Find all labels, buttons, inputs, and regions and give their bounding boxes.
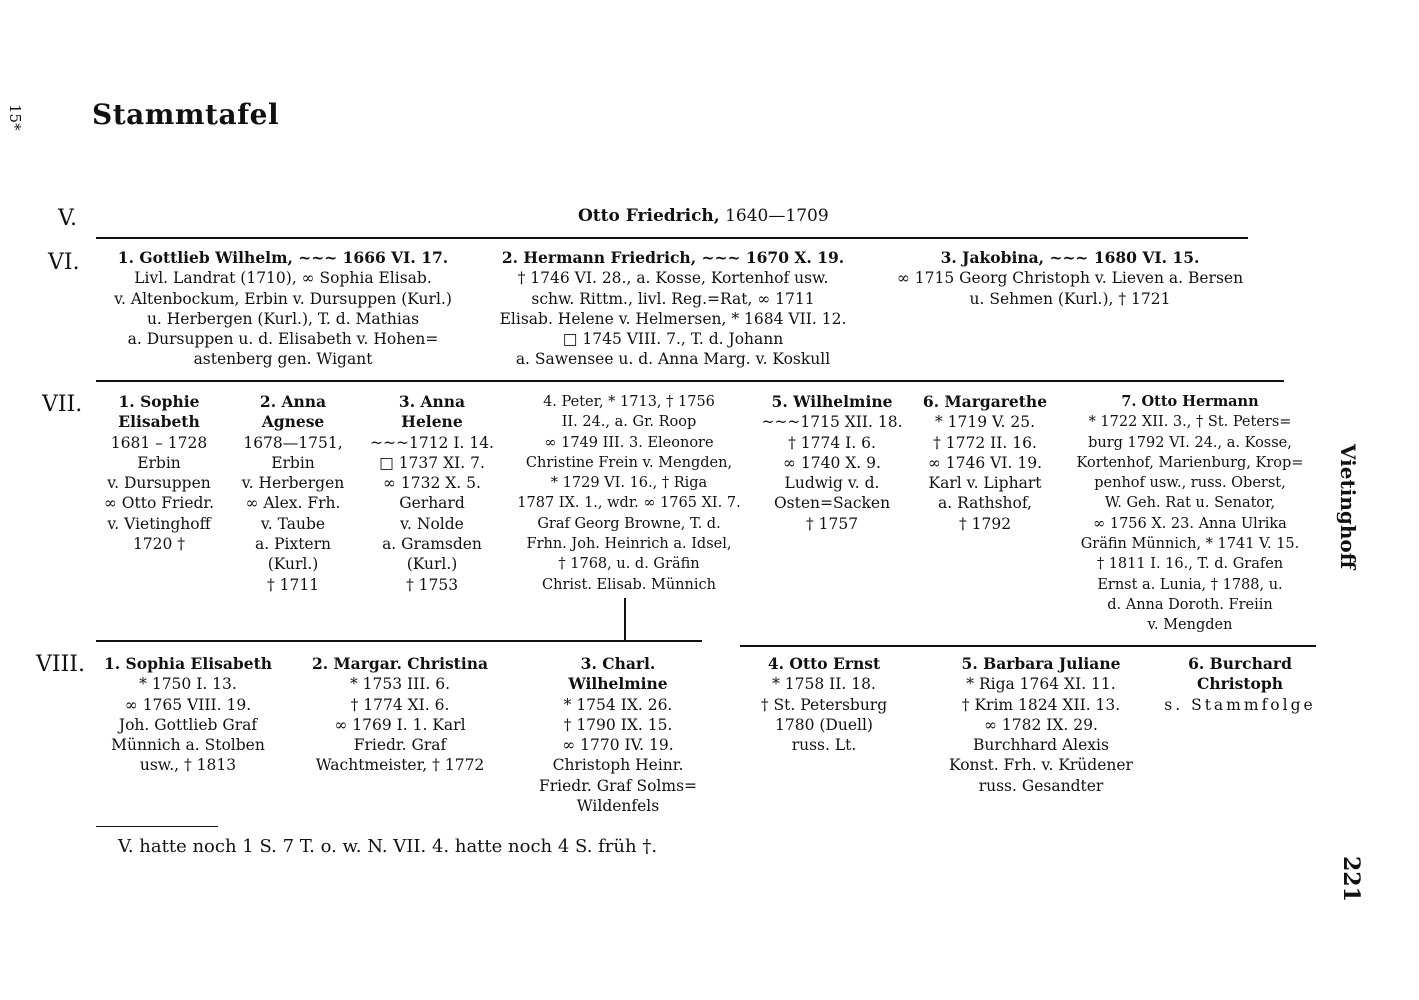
gen6-3-line-1: 3. Jakobina, ~~~ 1680 VI. 15. xyxy=(940,248,1200,267)
gen8-3-line-8: Wildenfels xyxy=(576,797,660,816)
gen7-3-line-7: v. Nolde xyxy=(400,514,464,533)
gen8-2-line-5: Friedr. Graf xyxy=(353,736,447,755)
gen7-7-line-2: * 1722 XII. 3., † St. Peters= xyxy=(1088,414,1292,431)
gen8-4-line-5: russ. Lt. xyxy=(791,736,857,755)
gen7-5-line-3: † 1774 I. 6. xyxy=(788,433,876,452)
gen7-2-line-4: Erbin xyxy=(271,453,315,472)
gen7-6-line-7: † 1792 xyxy=(958,514,1012,533)
gen6-1-line-1: 1. Gottlieb Wilhelm, ~~~ 1666 VI. 17. xyxy=(117,248,449,267)
gen7-2-line-9: (Kurl.) xyxy=(267,555,319,574)
gen7-4-line-10: Christ. Elisab. Münnich xyxy=(542,576,716,593)
gen8-3-line-1: 3. Charl. xyxy=(580,654,656,673)
bracket-gen8-right xyxy=(740,645,1316,647)
gen8-5-line-6: Konst. Frh. v. Krüdener xyxy=(949,756,1133,775)
gen8-1-line-4: Joh. Gottlieb Graf xyxy=(118,715,258,734)
gen6-3-line-3: u. Sehmen (Kurl.), † 1721 xyxy=(969,289,1171,308)
footnote-rule xyxy=(96,826,218,827)
gen7-4-line-1: 4. Peter, * 1713, † 1756 xyxy=(543,394,715,410)
gen8-5-line-2: * Riga 1764 XI. 11. xyxy=(966,675,1116,694)
gen7-3-line-2: Helene xyxy=(401,412,463,432)
gen7-6-line-1: 6. Margarethe xyxy=(922,392,1048,411)
gen6-2-line-5: □ 1745 VIII. 7., T. d. Johann xyxy=(562,330,784,349)
gen7-entry-6 xyxy=(910,392,1060,534)
gen7-4-line-9: † 1768, u. d. Gräfin xyxy=(558,556,700,573)
gen7-7-line-3: burg 1792 VI. 24., a. Kosse, xyxy=(1088,434,1292,451)
gen7-3-line-9: (Kurl.) xyxy=(406,555,458,574)
gen8-entry-3 xyxy=(520,654,716,816)
gen7-6-line-5: Karl v. Liphart xyxy=(928,474,1042,493)
gen7-7-line-12: v. Mengden xyxy=(1147,617,1233,634)
gen6-2-line-3: schw. Rittm., livl. Reg.=Rat, ∞ 1711 xyxy=(531,289,815,308)
gen6-2-line-2: † 1746 VI. 28., a. Kosse, Kortenhof usw. xyxy=(517,269,829,288)
gen8-5-line-4: ∞ 1782 IX. 29. xyxy=(984,715,1098,734)
gen8-5-line-3: † Krim 1824 XII. 13. xyxy=(961,695,1121,714)
gen7-2-line-2: Agnese xyxy=(261,412,325,432)
gen8-5-line-5: Burchhard Alexis xyxy=(973,736,1109,755)
gen8-2-line-1: 2. Margar. Christina xyxy=(311,654,489,673)
gen7-7-line-7: ∞ 1756 X. 23. Anna Ulrika xyxy=(1093,515,1287,532)
gen7-1-line-6: ∞ Otto Friedr. xyxy=(103,494,215,513)
bracket-gen6 xyxy=(96,237,1248,239)
gen8-3-line-5: ∞ 1770 IV. 19. xyxy=(562,736,674,755)
gen8-5-line-7: russ. Gesandter xyxy=(978,776,1104,795)
gen7-1-line-7: v. Vietinghoff xyxy=(107,514,211,533)
gen6-entry-3 xyxy=(880,248,1260,309)
side-label: Vietinghoff xyxy=(1336,444,1360,570)
gen8-4-line-1: 4. Otto Ernst xyxy=(767,654,881,673)
gen7-6-line-4: ∞ 1746 VI. 19. xyxy=(927,453,1043,472)
gen7-7-line-10: Ernst a. Lunia, † 1788, u. xyxy=(1097,576,1283,593)
gen-label-7: VII. xyxy=(42,392,83,417)
gen7-7-line-6: W. Geh. Rat u. Senator, xyxy=(1104,495,1276,512)
gen8-4-line-4: 1780 (Duell) xyxy=(775,715,873,734)
gen7-1-line-2: Elisabeth xyxy=(118,412,200,432)
gen7-7-line-11: d. Anna Doroth. Freiin xyxy=(1107,596,1273,613)
gen-label-8: VIII. xyxy=(36,652,85,677)
page-title: Stammtafel xyxy=(92,98,280,131)
gen7-4-line-7: Graf Georg Browne, T. d. xyxy=(537,515,721,532)
gen6-1-line-3: v. Altenbockum, Erbin v. Dursuppen (Kurl.) xyxy=(114,289,452,308)
gen8-1-line-6: usw., † 1813 xyxy=(139,756,237,775)
gen7-1-line-8: 1720 † xyxy=(132,535,186,554)
gen8-3-line-7: Friedr. Graf Solms= xyxy=(538,776,698,795)
gen8-entry-4 xyxy=(740,654,908,755)
gen8-2-line-2: * 1753 III. 6. xyxy=(349,675,451,694)
gen8-1-line-5: Münnich a. Stolben xyxy=(111,736,265,755)
gen6-entry-1 xyxy=(88,248,478,370)
bracket-gen7 xyxy=(96,380,1284,382)
gen5-name: Otto Friedrich, xyxy=(578,206,720,226)
gen7-4-line-8: Frhn. Joh. Heinrich a. Idsel, xyxy=(526,536,732,553)
gen7-5-line-7: † 1757 xyxy=(805,514,859,533)
gen8-3-line-3: * 1754 IX. 26. xyxy=(563,695,673,714)
gen7-3-line-3: ~~~1712 I. 14. xyxy=(370,433,494,452)
gen8-2-line-3: † 1774 XI. 6. xyxy=(350,695,450,714)
gen7-4-line-3: ∞ 1749 III. 3. Eleonore xyxy=(544,434,714,451)
gen7-6-line-6: a. Rathshof, xyxy=(938,494,1032,513)
gen7-2-line-6: ∞ Alex. Frh. xyxy=(245,494,341,513)
gen6-1-line-2: Livl. Landrat (1710), ∞ Sophia Elisab. xyxy=(134,269,432,288)
gen8-4-line-2: * 1758 II. 18. xyxy=(772,675,876,694)
gen7-3-line-10: † 1753 xyxy=(405,575,459,594)
gen7-7-line-8: Gräfin Münnich, * 1741 V. 15. xyxy=(1080,536,1300,553)
gen8-3-line-4: † 1790 IX. 15. xyxy=(563,715,673,734)
gen7-5-line-5: Ludwig v. d. xyxy=(784,474,880,493)
gen7-entry-7 xyxy=(1062,392,1318,636)
gen7-6-line-2: * 1719 V. 25. xyxy=(934,413,1036,432)
gen8-entry-1 xyxy=(88,654,288,776)
gen7-7-line-5: penhof usw., russ. Oberst, xyxy=(1094,475,1286,492)
gen8-3-line-6: Christoph Heinr. xyxy=(552,756,684,775)
gen7-2-line-5: v. Herbergen xyxy=(241,474,345,493)
gen7-2-line-1: 2. Anna xyxy=(259,392,327,411)
gen7-4-line-5: * 1729 VI. 16., † Riga xyxy=(550,475,708,492)
gen7-3-line-4: □ 1737 XI. 7. xyxy=(379,453,485,472)
gen7-7-line-1: 7. Otto Hermann xyxy=(1121,393,1259,410)
margin-mark: 15* xyxy=(6,104,24,131)
gen7-1-line-3: 1681 – 1728 xyxy=(110,433,208,452)
gen7-6-line-3: † 1772 II. 16. xyxy=(933,433,1037,452)
gen7-entry-2 xyxy=(226,392,360,595)
gen7-1-line-5: v. Dursuppen xyxy=(107,474,211,493)
gen6-2-line-4: Elisab. Helene v. Helmersen, * 1684 VII. 12. xyxy=(499,309,847,328)
gen7-3-line-1: 3. Anna xyxy=(398,392,466,411)
gen-label-5: V. xyxy=(58,206,78,231)
gen8-entry-2 xyxy=(300,654,500,776)
gen7-1-line-1: 1. Sophie xyxy=(118,392,200,411)
gen7-5-line-6: Osten=Sacken xyxy=(773,494,891,513)
gen8-3-line-2: Wilhelmine xyxy=(568,674,668,694)
gen6-1-line-6: astenberg gen. Wigant xyxy=(193,350,373,369)
gen8-2-line-6: Wachtmeister, † 1772 xyxy=(315,756,485,775)
gen6-3-line-2: ∞ 1715 Georg Christoph v. Lieven a. Bersen xyxy=(896,269,1244,288)
gen7-entry-5 xyxy=(756,392,908,534)
gen6-entry-2 xyxy=(478,248,868,370)
gen-label-6: VI. xyxy=(48,250,80,275)
connector-peter xyxy=(624,598,626,640)
gen7-entry-3 xyxy=(362,392,502,595)
gen7-2-line-8: a. Pixtern xyxy=(254,535,332,554)
gen7-7-line-9: † 1811 I. 16., T. d. Grafen xyxy=(1096,556,1284,573)
gen7-4-line-4: Christine Frein v. Mengden, xyxy=(525,454,733,471)
gen6-1-line-5: a. Dursuppen u. d. Elisabeth v. Hohen= xyxy=(127,330,439,349)
bracket-gen8-left xyxy=(96,640,702,642)
gen8-1-line-2: * 1750 I. 13. xyxy=(139,675,237,694)
gen8-6-line-3: s. Stammfolge xyxy=(1164,695,1316,714)
gen7-entry-4 xyxy=(506,392,752,595)
gen8-2-line-4: ∞ 1769 I. 1. Karl xyxy=(334,715,466,734)
gen5-dates: 1640—1709 xyxy=(725,206,829,226)
gen7-1-line-4: Erbin xyxy=(137,453,181,472)
gen8-1-line-1: 1. Sophia Elisabeth xyxy=(103,654,273,673)
gen7-5-line-4: ∞ 1740 X. 9. xyxy=(783,453,881,472)
gen7-3-line-5: ∞ 1732 X. 5. xyxy=(383,474,481,493)
gen7-3-line-8: a. Gramsden xyxy=(382,535,482,554)
gen8-4-line-3: † St. Petersburg xyxy=(760,695,888,714)
gen7-5-line-2: ~~~1715 XII. 18. xyxy=(761,413,903,432)
gen7-2-line-3: 1678—1751, xyxy=(243,433,343,452)
gen8-6-line-1: 6. Burchard xyxy=(1188,654,1292,673)
gen8-5-line-1: 5. Barbara Juliane xyxy=(961,654,1121,673)
gen7-3-line-6: Gerhard xyxy=(399,494,465,513)
gen7-4-line-6: 1787 IX. 1., wdr. ∞ 1765 XI. 7. xyxy=(517,495,741,512)
gen7-entry-1 xyxy=(94,392,224,554)
gen8-entry-5 xyxy=(930,654,1152,796)
gen7-2-line-10: † 1711 xyxy=(266,575,320,594)
gen6-2-line-6: a. Sawensee u. d. Anna Marg. v. Koskull xyxy=(515,350,831,369)
gen6-2-line-1: 2. Hermann Friedrich, ~~~ 1670 X. 19. xyxy=(501,248,845,267)
gen8-1-line-3: ∞ 1765 VIII. 19. xyxy=(124,695,252,714)
gen7-4-line-2: II. 24., a. Gr. Roop xyxy=(561,414,697,431)
gen8-6-line-2: Christoph xyxy=(1197,674,1283,694)
gen7-7-line-4: Kortenhof, Marienburg, Krop= xyxy=(1076,454,1304,471)
gen6-1-line-4: u. Herbergen (Kurl.), T. d. Mathias xyxy=(146,309,420,328)
page-number: 221 xyxy=(1338,856,1364,902)
gen8-entry-6 xyxy=(1160,654,1320,715)
footnote: V. hatte noch 1 S. 7 T. o. w. N. VII. 4. hatte noch 4 S. früh †. xyxy=(118,836,658,857)
gen7-2-line-7: v. Taube xyxy=(260,514,326,533)
gen5-entry xyxy=(578,206,829,226)
gen7-5-line-1: 5. Wilhelmine xyxy=(771,392,893,411)
